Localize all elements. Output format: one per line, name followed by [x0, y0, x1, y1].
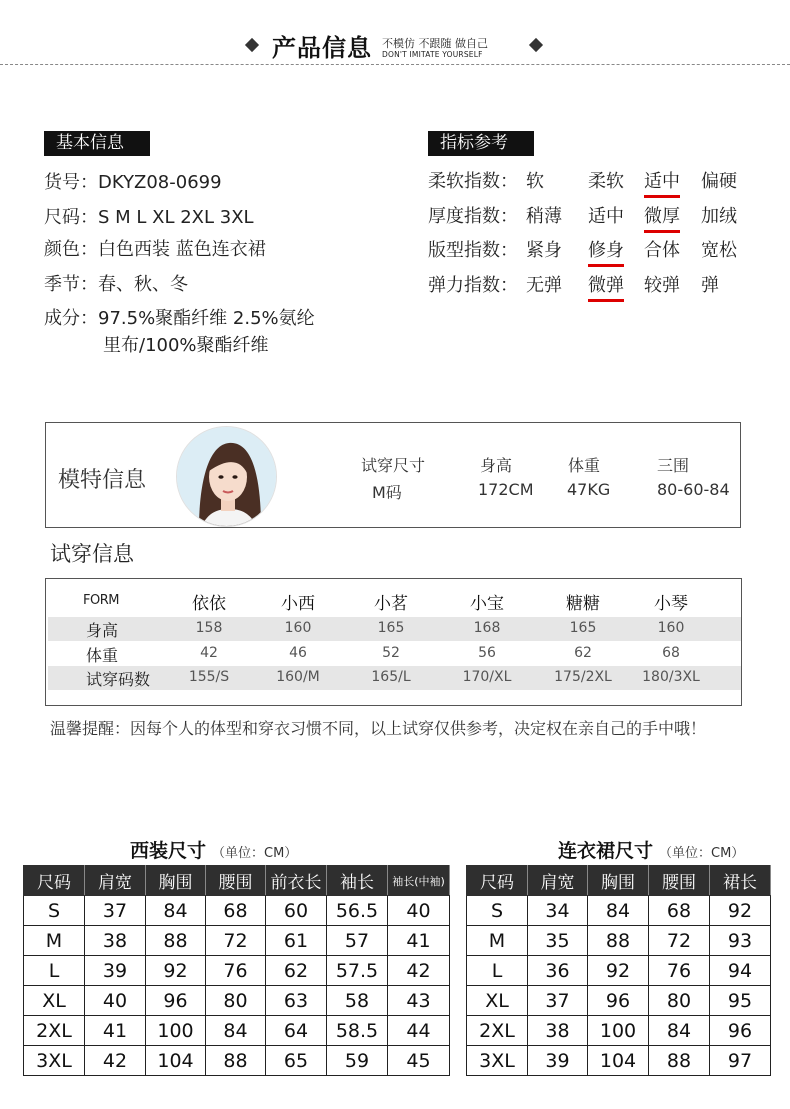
index-option: 适中 — [588, 206, 624, 227]
table-row — [467, 956, 771, 986]
size-table-header-cell: 肩宽 — [85, 866, 146, 896]
table-cell: 84 — [146, 896, 206, 926]
index-option-selected: 适中 — [644, 167, 680, 198]
table-cell: 84 — [588, 896, 649, 926]
table-cell: 59 — [327, 1046, 388, 1076]
page-title: 产品信息 — [272, 34, 372, 62]
model-col-height-value: 172CM — [478, 480, 534, 499]
table-cell: 42 — [85, 1046, 146, 1076]
header-slogan-en: DON'T IMITATE YOURSELF — [382, 50, 483, 59]
table-row — [467, 986, 771, 1016]
table-cell: 2XL — [24, 1016, 85, 1046]
index-row-label: 厚度指数： — [428, 206, 518, 227]
size-table-header-cell: 尺码 — [24, 866, 85, 896]
table-cell: 58.5 — [327, 1016, 388, 1046]
table-cell: 76 — [206, 956, 266, 986]
index-option: 较弹 — [644, 275, 680, 296]
tryon-title: 试穿信息 — [50, 542, 134, 566]
table-cell: 38 — [528, 1016, 588, 1046]
table-cell: 80 — [206, 986, 266, 1016]
table-cell: 36 — [528, 956, 588, 986]
tryon-cell: 46 — [289, 645, 307, 661]
tryon-cell: 158 — [195, 620, 223, 636]
table-row — [24, 896, 450, 926]
table-cell: 40 — [388, 896, 450, 926]
tryon-cell: 42 — [200, 645, 218, 661]
table-cell: 41 — [388, 926, 450, 956]
table-cell: 39 — [528, 1046, 588, 1076]
table-cell: S — [467, 896, 528, 926]
model-info-box — [45, 422, 741, 528]
index-option: 合体 — [644, 240, 680, 261]
tryon-name: 依依 — [192, 594, 226, 614]
header-slogan: 不模仿 不跟随 做自己 — [382, 37, 488, 50]
notice-text: 温馨提醒：因每个人的体型和穿衣习惯不同，以上试穿仅供参考，决定权在亲自己的手中哦！ — [50, 719, 707, 738]
model-col-measure-value: 80-60-84 — [657, 480, 730, 499]
table-row — [24, 1046, 450, 1076]
size-table-header-cell: 袖长(中袖) — [388, 866, 450, 896]
info-item-color: 颜色：白色西装 蓝色连衣裙 — [44, 239, 266, 260]
table-cell: 34 — [528, 896, 588, 926]
table-row — [24, 926, 450, 956]
tryon-cell: 180/3XL — [642, 669, 700, 685]
index-option: 无弹 — [526, 275, 562, 296]
table-cell: 41 — [85, 1016, 146, 1046]
tryon-name: 糖糖 — [566, 594, 600, 614]
table-cell: 38 — [85, 926, 146, 956]
size-table-header-cell: 肩宽 — [528, 866, 588, 896]
table-cell: L — [24, 956, 85, 986]
table-row — [467, 926, 771, 956]
tryon-name: 小茗 — [374, 594, 408, 614]
table-cell: 61 — [266, 926, 327, 956]
table-cell: 43 — [388, 986, 450, 1016]
model-col-measure-label: 三围 — [657, 456, 690, 475]
basic-info-label: 基本信息 — [44, 131, 150, 156]
tryon-name: 小琴 — [654, 594, 688, 614]
size-table-header-cell: 袖长 — [327, 866, 388, 896]
table-cell: 57.5 — [327, 956, 388, 986]
tryon-form-label: FORM — [83, 593, 119, 608]
table-cell: 100 — [588, 1016, 649, 1046]
table-cell: 104 — [146, 1046, 206, 1076]
table-cell: 88 — [649, 1046, 710, 1076]
suit-size-title: 西装尺寸 （单位：CM） — [130, 840, 298, 862]
table-cell: 104 — [588, 1046, 649, 1076]
table-cell: 65 — [266, 1046, 327, 1076]
model-col-size-value: M码 — [372, 483, 402, 502]
table-row — [24, 986, 450, 1016]
tryon-table — [45, 578, 742, 706]
info-item-size: 尺码：S M L XL 2XL 3XL — [44, 207, 254, 228]
table-cell: 68 — [206, 896, 266, 926]
size-table-header-cell: 腰围 — [206, 866, 266, 896]
table-cell: M — [24, 926, 85, 956]
table-cell: 63 — [266, 986, 327, 1016]
table-cell: 95 — [710, 986, 771, 1016]
table-cell: 84 — [206, 1016, 266, 1046]
size-table-header-cell: 胸围 — [146, 866, 206, 896]
size-table-header — [467, 866, 771, 896]
table-cell: 100 — [146, 1016, 206, 1046]
index-option: 稍薄 — [526, 206, 562, 227]
size-table-header — [24, 866, 450, 896]
index-option: 偏硬 — [701, 171, 737, 192]
tryon-cell: 168 — [473, 620, 501, 636]
size-table-header-cell: 前衣长 — [266, 866, 327, 896]
table-cell: 94 — [710, 956, 771, 986]
index-option-selected: 修身 — [588, 236, 624, 267]
tryon-cell: 68 — [662, 645, 680, 661]
tryon-cell: 170/XL — [462, 669, 512, 685]
table-cell: M — [467, 926, 528, 956]
table-cell: 92 — [588, 956, 649, 986]
table-cell: 44 — [388, 1016, 450, 1046]
index-option-selected: 微厚 — [644, 202, 680, 233]
index-option: 柔软 — [588, 171, 624, 192]
table-cell: 92 — [146, 956, 206, 986]
table-cell: 60 — [266, 896, 327, 926]
model-col-size-label: 试穿尺寸 — [361, 456, 426, 475]
tryon-name: 小宝 — [470, 594, 504, 614]
table-cell: S — [24, 896, 85, 926]
model-info-title: 模特信息 — [58, 468, 147, 493]
table-cell: XL — [24, 986, 85, 1016]
table-cell: 88 — [206, 1046, 266, 1076]
size-table-header-cell: 腰围 — [649, 866, 710, 896]
table-row — [24, 1016, 450, 1046]
table-cell: 39 — [85, 956, 146, 986]
tryon-cell: 52 — [382, 645, 400, 661]
tryon-cell: 56 — [478, 645, 496, 661]
table-cell: 45 — [388, 1046, 450, 1076]
table-cell: 96 — [710, 1016, 771, 1046]
index-row-label: 柔软指数： — [428, 171, 518, 192]
model-avatar — [176, 426, 277, 527]
table-cell: 57 — [327, 926, 388, 956]
table-cell: 37 — [528, 986, 588, 1016]
tryon-row-label: 身高 — [86, 621, 119, 640]
table-cell: 84 — [649, 1016, 710, 1046]
diamond-icon — [245, 38, 259, 52]
tryon-row-label: 体重 — [86, 646, 119, 665]
size-table-header-cell: 裙长 — [710, 866, 771, 896]
table-cell: 93 — [710, 926, 771, 956]
index-option: 软 — [526, 171, 544, 192]
index-row-label: 版型指数： — [428, 240, 518, 261]
table-cell: 40 — [85, 986, 146, 1016]
table-row — [467, 1046, 771, 1076]
index-ref-label: 指标参考 — [428, 131, 534, 156]
info-item-sku: 货号：DKYZ08-0699 — [44, 172, 222, 193]
dress-size-table — [466, 865, 771, 1076]
table-cell: 37 — [85, 896, 146, 926]
index-option: 弹 — [701, 275, 719, 296]
table-cell: 96 — [146, 986, 206, 1016]
index-option: 宽松 — [701, 240, 737, 261]
tryon-cell: 155/S — [188, 669, 230, 685]
tryon-cell: 160 — [657, 620, 685, 636]
dress-size-title: 连衣裙尺寸 （单位：CM） — [558, 840, 745, 862]
tryon-cell: 62 — [574, 645, 592, 661]
info-item-lining: 里布/100%聚酯纤维 — [103, 335, 269, 356]
tryon-cell: 165 — [569, 620, 597, 636]
tryon-row-label: 试穿码数 — [86, 670, 151, 689]
table-cell: 3XL — [467, 1046, 528, 1076]
tryon-cell: 165/L — [371, 669, 411, 685]
size-table-header-cell: 胸围 — [588, 866, 649, 896]
index-option-selected: 微弹 — [588, 271, 624, 302]
tryon-cell: 175/2XL — [554, 669, 612, 685]
table-row — [24, 956, 450, 986]
diamond-icon — [529, 38, 543, 52]
table-cell: 56.5 — [327, 896, 388, 926]
table-cell: 80 — [649, 986, 710, 1016]
table-cell: 88 — [588, 926, 649, 956]
table-cell: 35 — [528, 926, 588, 956]
table-cell: XL — [467, 986, 528, 1016]
info-item-material: 成分：97.5%聚酯纤维 2.5%氨纶 — [44, 308, 315, 329]
tryon-cell: 160 — [284, 620, 312, 636]
model-col-weight-value: 47KG — [567, 480, 611, 499]
tryon-cell: 165 — [377, 620, 405, 636]
table-cell: 58 — [327, 986, 388, 1016]
table-cell: 88 — [146, 926, 206, 956]
table-cell: 96 — [588, 986, 649, 1016]
table-row — [467, 1016, 771, 1046]
info-item-season: 季节：春、秋、冬 — [44, 274, 188, 295]
tryon-name: 小西 — [281, 594, 315, 614]
table-row — [467, 896, 771, 926]
table-cell: 68 — [649, 896, 710, 926]
table-cell: 72 — [206, 926, 266, 956]
index-row-label: 弹力指数： — [428, 275, 518, 296]
table-cell: 2XL — [467, 1016, 528, 1046]
table-cell: 42 — [388, 956, 450, 986]
header-divider — [0, 64, 790, 65]
table-cell: L — [467, 956, 528, 986]
suit-size-table — [23, 865, 450, 1076]
table-cell: 97 — [710, 1046, 771, 1076]
table-cell: 76 — [649, 956, 710, 986]
page-header — [0, 0, 790, 70]
table-cell: 92 — [710, 896, 771, 926]
index-option: 紧身 — [526, 240, 562, 261]
tryon-cell: 160/M — [276, 669, 320, 685]
model-col-weight-label: 体重 — [568, 456, 601, 475]
table-cell: 72 — [649, 926, 710, 956]
table-cell: 62 — [266, 956, 327, 986]
table-cell: 64 — [266, 1016, 327, 1046]
table-cell: 3XL — [24, 1046, 85, 1076]
size-table-header-cell: 尺码 — [467, 866, 528, 896]
index-option: 加绒 — [701, 206, 737, 227]
model-col-height-label: 身高 — [480, 456, 513, 475]
